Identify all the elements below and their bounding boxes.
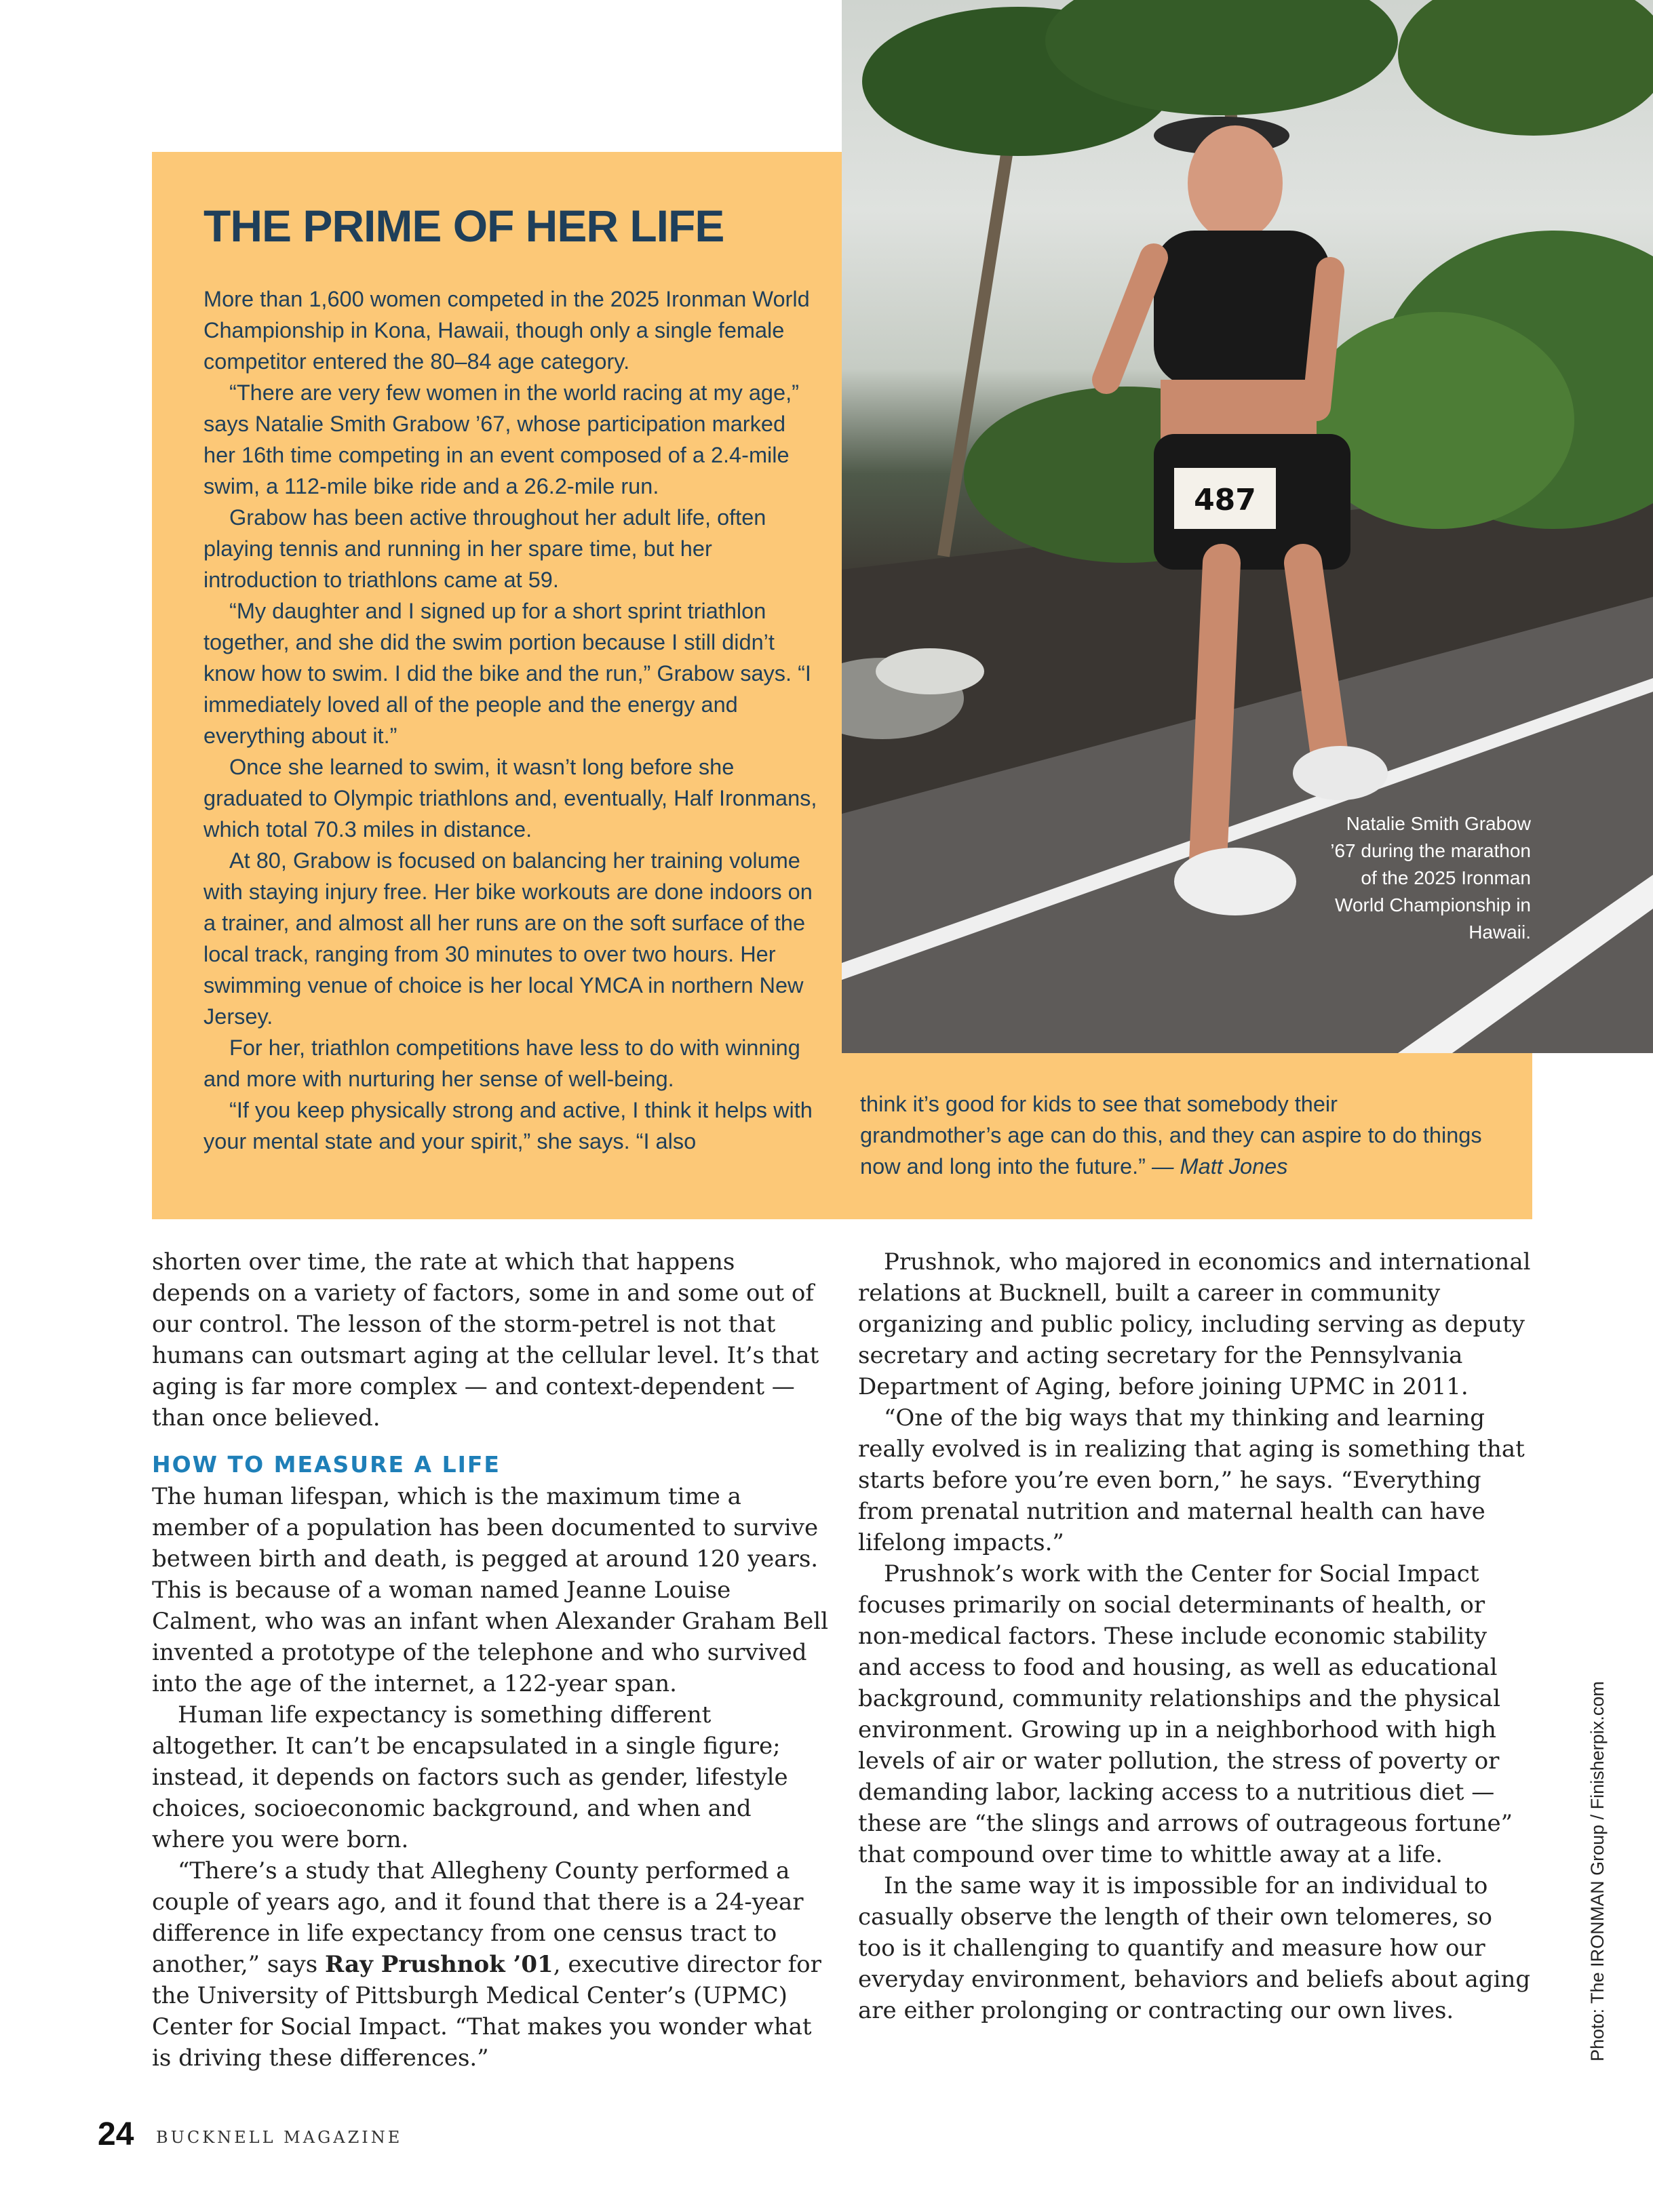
- sidebar-paragraph: “If you keep physically strong and active, I think it helps with your mental state and your spirit,” she says. “I also: [203, 1098, 813, 1153]
- person-name: Ray Prushnok ’01: [325, 1951, 553, 1978]
- bib-number: 487: [1194, 483, 1256, 517]
- quote-text: , executive director for the University of Pittsburgh Medical Center’s (UPMC) Center for Social Impact. “That makes you wonder what is driving these differences.”: [152, 1951, 821, 2072]
- quote-text: “There’s a study that Allegheny County performed a couple of years ago, and it found that there is a 24-year difference in life expectancy from one census tract to another,” says: [152, 1857, 804, 1978]
- sidebar-column-2: [860, 1088, 1484, 1182]
- article-paragraph: “One of the big ways that my thinking and learning really evolved is in realizing that aging is something that starts before you’re even born,” he says. “Everything from prenatal nutrition and maternal health can have lifelong impacts.”: [858, 1404, 1525, 1556]
- magazine-name: BUCKNELL MAGAZINE: [156, 2128, 403, 2147]
- sidebar-paragraph: Once she learned to swim, it wasn’t long before she graduated to Olympic triathlons and, eventually, Half Ironmans, which total 70.3 miles in distance.: [203, 755, 817, 842]
- sidebar-paragraph: Grabow has been active throughout her adult life, often playing tennis and running in her spare time, but her introduction to triathlons came at 59.: [203, 505, 766, 592]
- sidebar-paragraph: At 80, Grabow is focused on balancing her training volume with staying injury free. Her bike workouts are done indoors on a trainer, and almost all her runs are on the soft surface of the local track, ranging from 30 minutes to over two hours. Her swimming venue of choice is her local YMCA in northern New Jersey.: [203, 848, 813, 1029]
- photo-caption: Natalie Smith Grabow ’67 during the marathon of the 2025 Ironman World Championship in Hawaii.: [1330, 813, 1531, 943]
- runner-photo-illustration: [842, 0, 1653, 1053]
- photo-credit: Photo: The IRONMAN Group / Finisherpix.com: [1587, 1681, 1608, 2061]
- sidebar-paragraph: “My daughter and I signed up for a short sprint triathlon together, and she did the swim portion because I still didn’t know how to swim. I did the bike and the run,” Grabow says. “I immediately loved all of the people and the energy and everything about it.”: [203, 599, 811, 748]
- article-paragraph: Prushnok, who majored in economics and international relations at Bucknell, built a career in community organizing and public policy, including serving as deputy secretary and acting secretary for the Pennsylvania Department of Aging, before joining UPMC in 2011.: [858, 1248, 1531, 1400]
- article-column-1: [152, 1246, 830, 2074]
- sidebar-byline: — Matt Jones: [1145, 1154, 1288, 1179]
- article-paragraph: shorten over time, the rate at which that happens depends on a variety of factors, some in and some out of our control. The lesson of the storm-petrel is not that humans can outsmart aging at the cellular level. It’s that aging is far more complex — and context-dependent — than once believed.: [152, 1248, 819, 1431]
- article-paragraph: Prushnok’s work with the Center for Social Impact focuses primarily on social determinants of health, or non-medical factors. These include economic stability and access to food and housing, as well as educational background, community relationships and the physical environment. Growing up in a neighborhood with high levels of air or water pollution, the stress of poverty or demanding labor, lacking access to a nutritious diet — these are “the slings and arrows of outrageous fortune” that compound over time to whittle away at a life.: [858, 1560, 1513, 1868]
- sidebar-closing-text: think it’s good for kids to see that somebody their grandmother’s age can do this, and they can aspire to do things now and long into the future.”: [860, 1092, 1482, 1179]
- section-subhead: HOW TO MEASURE A LIFE: [152, 1451, 501, 1478]
- article-paragraph: The human lifespan, which is the maximum time a member of a population has been documented to survive between birth and death, is pegged at around 120 years. This is because of a woman named Jeanne Louise Calment, who was an infant when Alexander Graham Bell invented a prototype of the telephone and who survived into the age of the internet, a 122-year span.: [152, 1483, 828, 1697]
- sidebar-column-1: [203, 283, 817, 1157]
- sidebar-paragraph: For her, triathlon competitions have less to do with winning and more with nurturing her sense of well-being.: [203, 1035, 800, 1091]
- page-number: 24: [98, 2116, 134, 2152]
- sidebar-paragraph: More than 1,600 women competed in the 2025 Ironman World Championship in Kona, Hawaii, though only a single female competitor entered the 80–84 age category.: [203, 287, 810, 374]
- article-paragraph: [152, 1855, 830, 2074]
- article-paragraph: Human life expectancy is something different altogether. It can’t be encapsulated in a single figure; instead, it depends on factors such as gender, lifestyle choices, socioeconomic background, and when and where you were born.: [152, 1701, 788, 1853]
- article-column-2: [858, 1246, 1536, 2026]
- runner-photo: [842, 0, 1653, 1053]
- sidebar-paragraph: “There are very few women in the world racing at my age,” says Natalie Smith Grabow ’67, whose participation marked her 16th time competing in an event composed of a 2.4-mile swim, a 112-mile bike ride and a 26.2-mile run.: [203, 380, 799, 498]
- sidebar-paragraph: [860, 1088, 1484, 1182]
- sidebar-title: THE PRIME OF HER LIFE: [203, 201, 724, 251]
- article-paragraph: In the same way it is impossible for an individual to casually observe the length of their own telomeres, so too is it challenging to quantify and measure how our everyday environment, behaviors and beliefs about aging are either prolonging or contracting our own lives.: [858, 1872, 1531, 2024]
